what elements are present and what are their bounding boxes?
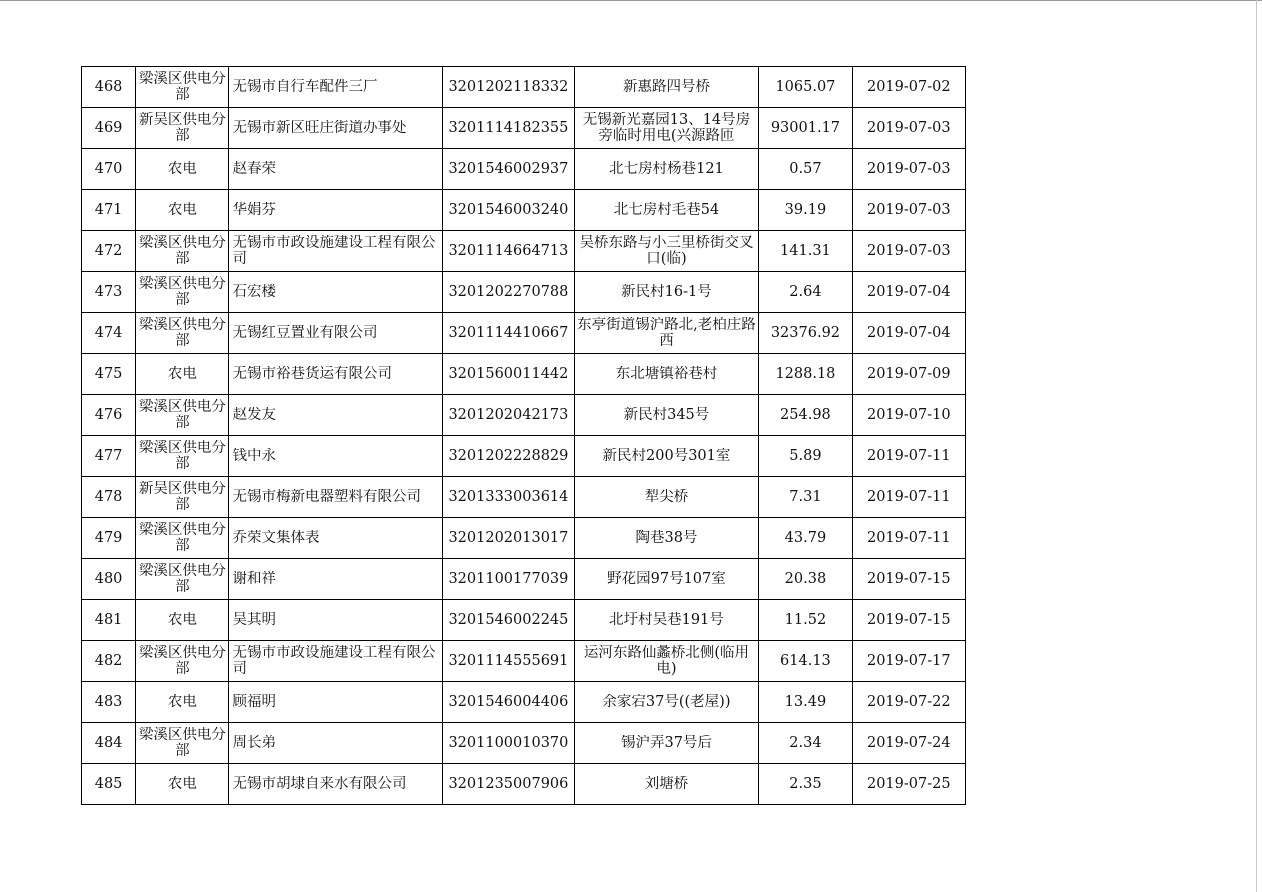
amount: 39.19 [759,190,852,231]
row-number: 469 [82,108,136,149]
arrears-table [81,66,966,805]
department-text: 梁溪区供电分部 [138,563,226,595]
customer-name-cell [229,354,443,395]
account-number: 3201560011442 [443,354,574,395]
row-number: 481 [82,600,136,641]
date: 2019-07-04 [852,313,965,354]
date: 2019-07-03 [852,190,965,231]
address-text: 运河东路仙蠡桥北侧(临用电) [583,645,750,677]
table-row [82,190,966,231]
address-text: 新民村345号 [623,407,710,423]
customer-name-cell [229,272,443,313]
row-number: 482 [82,641,136,682]
department-text: 梁溪区供电分部 [138,440,226,472]
account-number: 3201333003614 [443,477,574,518]
row-number: 480 [82,559,136,600]
amount: 1065.07 [759,67,852,108]
address-text: 北圩村吴巷191号 [609,612,724,628]
department-cell [136,682,229,723]
amount: 2.35 [759,764,852,805]
department-text: 梁溪区供电分部 [138,71,226,103]
customer-name-text: 赵春荣 [232,161,276,177]
department-cell [136,641,229,682]
row-number: 478 [82,477,136,518]
amount: 2.64 [759,272,852,313]
customer-name-text: 谢和祥 [232,571,276,587]
customer-name-text: 石宏楼 [232,284,276,300]
address-text: 新民村200号301室 [602,448,731,464]
page-top-border [0,0,1262,1]
account-number: 3201114555691 [443,641,574,682]
date: 2019-07-15 [852,559,965,600]
customer-name-cell [229,764,443,805]
table-row [82,477,966,518]
row-number: 475 [82,354,136,395]
date: 2019-07-17 [852,641,965,682]
customer-name-text: 无锡市新区旺庄街道办事处 [232,120,407,136]
row-number: 472 [82,231,136,272]
department-text: 梁溪区供电分部 [138,727,226,759]
table-row [82,436,966,477]
account-number: 3201114664713 [443,231,574,272]
table-row [82,108,966,149]
customer-name-cell [229,395,443,436]
customer-name-text: 赵发友 [232,407,276,423]
address-text: 刘塘桥 [644,776,689,792]
address-text: 北七房村毛巷54 [613,202,720,218]
department-text: 梁溪区供电分部 [138,645,226,677]
date: 2019-07-15 [852,600,965,641]
amount: 32376.92 [759,313,852,354]
customer-name-text: 无锡市自行车配件三厂 [232,79,378,95]
customer-name-text: 乔荣文集体表 [232,530,320,546]
address-cell [574,108,759,149]
department-text: 梁溪区供电分部 [138,235,226,267]
customer-name-cell [229,518,443,559]
department-text: 农电 [167,694,197,710]
department-cell [136,190,229,231]
department-text: 农电 [167,202,197,218]
table-body [82,67,966,805]
department-text: 农电 [167,612,197,628]
account-number: 3201100010370 [443,723,574,764]
address-text: 野花园97号107室 [607,571,726,587]
amount: 20.38 [759,559,852,600]
department-cell [136,272,229,313]
customer-name-cell [229,149,443,190]
date: 2019-07-11 [852,518,965,559]
row-number: 471 [82,190,136,231]
date: 2019-07-04 [852,272,965,313]
amount: 7.31 [759,477,852,518]
customer-name-text: 周长弟 [232,735,276,751]
row-number: 485 [82,764,136,805]
department-cell [136,600,229,641]
date: 2019-07-02 [852,67,965,108]
table-row [82,313,966,354]
page-right-border [1256,0,1257,892]
address-cell [574,231,759,272]
address-cell [574,518,759,559]
address-text: 新民村16-1号 [621,284,712,300]
customer-name-text: 无锡市市政设施建设工程有限公司 [232,645,436,677]
row-number: 477 [82,436,136,477]
amount: 43.79 [759,518,852,559]
row-number: 474 [82,313,136,354]
row-number: 470 [82,149,136,190]
address-text: 东亭街道锡沪路北,老柏庄路西 [577,317,756,349]
address-text: 犁尖桥 [644,489,689,505]
customer-name-text: 华娟芬 [232,202,276,218]
table-row [82,149,966,190]
date: 2019-07-11 [852,436,965,477]
customer-name-text: 无锡红豆置业有限公司 [232,325,378,341]
address-cell [574,682,759,723]
amount: 1288.18 [759,354,852,395]
department-text: 梁溪区供电分部 [138,317,226,349]
table-row [82,641,966,682]
account-number: 3201546004406 [443,682,574,723]
amount: 5.89 [759,436,852,477]
table-row [82,600,966,641]
customer-name-cell [229,231,443,272]
amount: 11.52 [759,600,852,641]
date: 2019-07-22 [852,682,965,723]
customer-name-cell [229,559,443,600]
address-text: 北七房村杨巷121 [609,161,724,177]
table-row [82,272,966,313]
account-number: 3201202270788 [443,272,574,313]
department-text: 新吴区供电分部 [138,112,226,144]
department-cell [136,436,229,477]
date: 2019-07-25 [852,764,965,805]
row-number: 468 [82,67,136,108]
table-row [82,395,966,436]
department-cell [136,395,229,436]
customer-name-text: 无锡市梅新电器塑料有限公司 [232,489,421,505]
amount: 2.34 [759,723,852,764]
account-number: 3201546002245 [443,600,574,641]
date: 2019-07-24 [852,723,965,764]
address-cell [574,354,759,395]
address-cell [574,559,759,600]
department-cell [136,313,229,354]
customer-name-text: 吴其明 [232,612,276,628]
amount: 0.57 [759,149,852,190]
table-row [82,723,966,764]
department-text: 农电 [167,161,197,177]
account-number: 3201202118332 [443,67,574,108]
address-cell [574,764,759,805]
address-cell [574,272,759,313]
department-text: 新吴区供电分部 [138,481,226,513]
row-number: 483 [82,682,136,723]
amount: 13.49 [759,682,852,723]
department-cell [136,764,229,805]
date: 2019-07-03 [852,231,965,272]
amount: 254.98 [759,395,852,436]
account-number: 3201202013017 [443,518,574,559]
account-number: 3201114410667 [443,313,574,354]
table-row [82,67,966,108]
table-row [82,354,966,395]
address-text: 余家宕37号((老屋)) [602,694,731,710]
customer-name-text: 无锡市市政设施建设工程有限公司 [232,235,436,267]
department-cell [136,723,229,764]
table-row [82,231,966,272]
customer-name-cell [229,641,443,682]
address-cell [574,395,759,436]
department-text: 农电 [167,776,197,792]
customer-name-text: 无锡市裕巷货运有限公司 [232,366,392,382]
address-text: 锡沪弄37号后 [620,735,712,751]
customer-name-text: 顾福明 [232,694,276,710]
address-cell [574,313,759,354]
address-cell [574,477,759,518]
table-row [82,559,966,600]
account-number: 3201114182355 [443,108,574,149]
department-text: 梁溪区供电分部 [138,276,226,308]
customer-name-cell [229,723,443,764]
table-row [82,518,966,559]
address-text: 东北塘镇裕巷村 [615,366,718,382]
date: 2019-07-11 [852,477,965,518]
account-number: 3201202042173 [443,395,574,436]
account-number: 3201235007906 [443,764,574,805]
department-text: 梁溪区供电分部 [138,399,226,431]
customer-name-cell [229,682,443,723]
address-cell [574,67,759,108]
department-cell [136,518,229,559]
address-text: 吴桥东路与小三里桥街交叉口(临) [579,235,754,267]
table-row [82,682,966,723]
amount: 614.13 [759,641,852,682]
table-row [82,764,966,805]
customer-name-cell [229,67,443,108]
department-cell [136,231,229,272]
address-cell [574,149,759,190]
amount: 141.31 [759,231,852,272]
address-cell [574,436,759,477]
address-cell [574,600,759,641]
account-number: 3201100177039 [443,559,574,600]
address-text: 新惠路四号桥 [622,79,710,95]
address-text: 陶巷38号 [635,530,698,546]
department-cell [136,67,229,108]
account-number: 3201202228829 [443,436,574,477]
row-number: 476 [82,395,136,436]
address-cell [574,723,759,764]
row-number: 484 [82,723,136,764]
department-cell [136,559,229,600]
customer-name-text: 无锡市胡埭自来水有限公司 [232,776,407,792]
department-cell [136,108,229,149]
customer-name-cell [229,108,443,149]
department-text: 农电 [167,366,197,382]
customer-name-cell [229,190,443,231]
date: 2019-07-10 [852,395,965,436]
account-number: 3201546002937 [443,149,574,190]
date: 2019-07-09 [852,354,965,395]
row-number: 473 [82,272,136,313]
customer-name-cell [229,436,443,477]
address-text: 无锡新光嘉园13、14号房旁临时用电(兴源路匝 [582,112,751,144]
customer-name-cell [229,600,443,641]
account-number: 3201546003240 [443,190,574,231]
date: 2019-07-03 [852,108,965,149]
department-cell [136,354,229,395]
amount: 93001.17 [759,108,852,149]
department-text: 梁溪区供电分部 [138,522,226,554]
address-cell [574,641,759,682]
customer-name-cell [229,313,443,354]
customer-name-text: 钱中永 [232,448,276,464]
address-cell [574,190,759,231]
row-number: 479 [82,518,136,559]
department-cell [136,477,229,518]
customer-name-cell [229,477,443,518]
department-cell [136,149,229,190]
date: 2019-07-03 [852,149,965,190]
